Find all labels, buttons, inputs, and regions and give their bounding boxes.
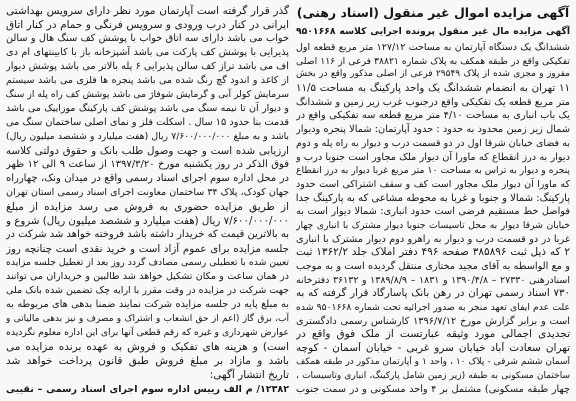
notice-subtitle: آگهی مزایده مال غیر منقول پرونده اجرایی کلاسه ۹۵۰۱۶۶۸ <box>296 26 570 37</box>
left-column-line: گذر قرار گرفته است آپارتمان مورد نظر دارای سرویس بهداشتی <box>6 5 289 17</box>
left-column-line: است) و هزینه های تفکیک و فروش به عهده برنده مزایده می <box>6 341 289 353</box>
right-column-line: علت عدم ایفای تعهد منجر به صدور اجرائیه تحت شماره ۹۵۰۱۶۶۸ شده <box>296 302 570 314</box>
right-column-line: مفروز و مجزی شده از پلاک ۲۹۵۴۹ فرعی از اصلی مذکور واقع در بخش <box>296 69 570 80</box>
left-column-line: اف می باشد تراز کف سالن پذیرایی ۶ پله بالاتر می باشد پوشش دیوار <box>6 61 289 72</box>
left-column <box>6 4 289 397</box>
left-column-line: ایرانی در کنار درب ورودی و سرویس فرنگی و حمام در کنار اتاق <box>6 19 289 31</box>
left-column-line: در همان ساعت و مکان تشکیل خواهد شد طالبین و خریداران می توانند <box>6 271 289 282</box>
left-column-line: سرمایش کولر آبی و گرمایش شوفاژ می باشد پوشش کف راه پله از سنگ <box>6 89 289 100</box>
left-column-line: از کاغذ و اندود گچ رنگ شده می باشد پنجره ها فلزی می باشد سیستم <box>6 75 289 86</box>
right-column-line: متر مربع قطعه یک تفکیکی واقع درجنوب غرب زیر زمین و ششدانگ <box>296 96 570 108</box>
right-column-line: ششدانگ یک دستگاه آپارتمان به مساحت ۱۲۷/۱۲ متر مربع قطعه اول <box>296 42 570 53</box>
right-column-line: تجدیدی اجمالی مورد وثیقه عبارتست از ملک فوق واقع در <box>296 328 570 341</box>
right-column <box>296 4 570 397</box>
right-column-line: ۷۳۰ اسناد رسمی تهران در رهن بانک پاسارگاد قرار گرفته که به <box>296 287 570 300</box>
right-column-line: تهران سعادت آباد خیابان سرو غربی - خیابان آسمان - کوچه <box>296 342 570 355</box>
left-column-line: تعیین شده با تعطیلی رسمی مصادف گردد روز بعد از تعطیل جلسه مزایده <box>6 257 289 268</box>
left-column-line: فوق الذکر در روز یکشنبه مورخ ۱۳۹۷/۳/۲۰ از ساعت ۹ الی ۱۲ ظهر <box>6 159 289 170</box>
left-column-line: و دیوار آن تا نیمه سنگ می باشد پوشش کف پارکینگ موزاییک می باشد <box>6 103 289 114</box>
left-column-line: آب، برق گاز (اعم از حق انشعاب و اشتراک و مصرف و نیز بدهی مالیاتی و <box>6 314 289 324</box>
right-column-body <box>296 41 570 397</box>
right-column-line: یک باب انباری به مساحت ۴/۱۰ متر مربع قطعه سه تفکیکی واقع در <box>296 110 570 122</box>
right-column-line: و مع الواسطه به آقای مجید مختاری منتقل گردیده است و به موجب <box>296 261 570 272</box>
left-column-line: خواب می باشد دارای سه اتاق خواب با پوشش کف سنگ هال و سالن <box>6 33 289 44</box>
signature-line: ۱۲۳۸۲/ م الف رییس اداره سوم اجرای اسناد رسمی – نقیبی <box>6 384 289 395</box>
right-column-line: ۱۱ تهران به انضمام ششدانگ یک واحد پارکینگ به مساحت ۱۱/۵ <box>296 82 570 95</box>
left-column-line: به مبلغ پایه در جلسه مزایده شرکت نمایند ضمنا بدهی های مربوطه به <box>6 299 289 310</box>
left-column-line: در محل اداره سوم اجرای اسناد رسمی واقع در میدان ونک، چهارراه <box>6 173 289 184</box>
left-column-line: جلسه مزایده برای عموم آزاد است و خرید نقدی است چنانچه روز <box>6 243 289 255</box>
left-column-body <box>6 4 289 382</box>
left-column-line: قدمت بنا حدود ۱۵ سال . اسکلت فلز و نمای اصلی ساختمان سنگ می <box>6 117 289 128</box>
left-column-line: عوارض شهرداری و غیره که رقم قطعی آنها برای این اداره معلوم نگردیده <box>6 327 289 338</box>
right-column-line: ۲ که ذیل ثبت ۳۸۵۸۹۶ صفحه ۴۹۶ دفتر املاک جلد ۱۳۶۲/۲ ثبت <box>296 246 570 259</box>
left-column-line: باشد و مازاد بر مبلغ فروش طبق قانون پرداخت خواهد شد <box>6 355 289 367</box>
notice-title: آگهی مزایده اموال غیر منقول (اسناد رهنی) <box>296 5 570 20</box>
right-column-line: اسنادرهنی ۲۷۳۳۰ – ۱۳۹۰/۴/۸ و ۱۸۳۱ – ۱۳۸۹/۸/۹ و ۳۶۱۳۲ دفترخانه <box>296 274 570 286</box>
left-column-line: جهت شرکت در مزایده در وقت مقرر با ارایه چک تضمین شده بانک ملی <box>6 285 289 296</box>
right-column-line: چهار طبقه مسکونی) مشتمل بر ۴ واحد مسکونی و در سمت جنوب <box>296 384 570 396</box>
left-column-line: جهان کودک، پلاک ۳۴ ساختمان معاونت اجرای اسناد رسمی استان تهران <box>6 187 289 198</box>
right-column-line: خیابان شرقا دیوار به محل تاسیسات جنوبا دیوار مشترک با انباری چهار <box>296 219 570 231</box>
right-column-line: غربا در دو قسمت درب و دیوار به راهرو دوم دیوار مشترک با انباری <box>296 233 570 245</box>
right-column-line: فواصل خط مستقیم فرضی است حدود انباری: شمالا دیوار است به <box>296 206 570 218</box>
right-column-line: ساختمان مسکونی به طبقه (زیر زمین شامل پارکینگ، انباری وتاسیسات ، <box>296 370 570 381</box>
right-column-line: که ماورا آن دیوار ملک مجاور است کف و سقف اشتراکی است حدود <box>296 178 570 190</box>
right-column-line: پارکینگ: شمالا و جنوبا و غربا به محوطه مشاعی که به پارکینگ جدا <box>296 192 570 204</box>
right-column-line: شمال زیر زمین محدود به حدود : حدود آپارتمان: شمالا پنجره ودیوار <box>296 124 570 136</box>
right-column-line: تفکیکی واقع در طبقه همکف به پلاک شماره ۳۸۸۲۱ فرعی از ۱۱۶ اصلی <box>296 55 570 67</box>
right-column-line: به فضای خیابان شرقا اول در دو قسمت درب و دیوار به راه پله و دوم <box>296 137 570 149</box>
left-column-line: ۷/۶۰۰/۰۰۰/۰۰۰ ریال (هفت میلیارد و ششصد میلیون ریال) شروع و <box>6 215 289 227</box>
left-column-line: پذیرایی با پوشش کف پارکت می باشد آشپزخانه باز با کابینتهای ام دی <box>6 47 289 58</box>
left-column-line: تاریخ انتشار آگهی: <box>209 369 289 381</box>
right-column-line: آسمان ششم شرقی - پلاک ۱۰ ، واحد ۱ و آپارتمان مذکور در طبقه همکف <box>296 356 570 367</box>
left-column-line: از طریق مزایده حضوری به فروش می رسد مزایده از مبلغ <box>6 201 289 213</box>
left-column-line: به بالاترین قیمت که خریدار داشته باشد فروخته خواهد شد شرکت در <box>6 229 289 240</box>
left-column-line: باشد و به مبلغ ۷/۶۰۰/۰۰۰/۰۰۰ ریال (هفت میلیارد و ششصد میلیون ریال) <box>6 131 289 142</box>
right-column-line: است و برابر گزارش مورخ ۱۳۹۶/۷/۱۲ کارشناس رسمی دادگستری <box>296 315 570 327</box>
right-column-line: دیوار به درز انقطاع که ماورا آن دیوار ملک مجاور است جنوبا درب و <box>296 151 570 163</box>
right-column-line: پنجره و دیوار به تراس به مساحت ۱۰ متر مربع غربا دیوار به درز انقطاع <box>296 165 570 177</box>
left-column-line: ارزیابی شده است و جهت وصول طلب بانک و حقوق دولتی کلاسه <box>6 145 289 157</box>
